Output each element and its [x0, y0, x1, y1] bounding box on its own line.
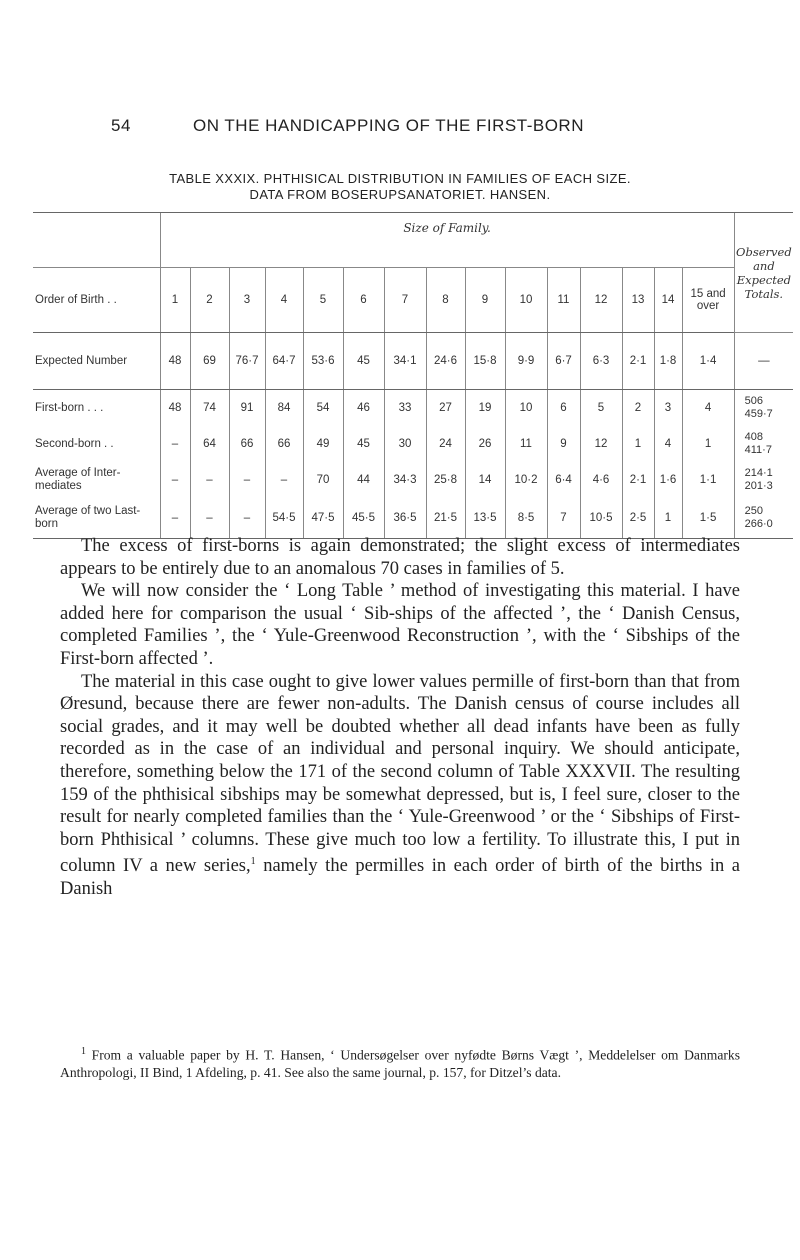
table-cell: 9 — [547, 426, 580, 462]
paragraph-text: The material in this case ought to give lower values permille of first-born than that from Øresund, because there are fewer non-adults. The Danish census of course includes all social grades, and it may well be doubted whether all dead infants have been as fully recorded as in the case of an individual and personal inquiry. We should anticipate, therefore, something below the 171 of the second column of Table XXXVII. The resulting 159 of the phthisical sibships may be somewhat depressed, but is, I feel sure, closer to the result for nearly completed families than the ‘ Yule-Greenwood ’ or the ‘ Sibships of First-born Phthisical ’ columns. These give much too low a fertility. To illustrate this, I put in column IV a new series, — [60, 671, 740, 877]
phthisical-distribution-table — [33, 212, 793, 539]
row-label: Average of two Last-born — [33, 498, 160, 539]
table-cell: 6·4 — [547, 462, 580, 498]
size-header: 2 — [190, 268, 229, 333]
size-header: 9 — [465, 268, 505, 333]
size-header: 11 — [547, 268, 580, 333]
table-cell: – — [229, 462, 265, 498]
caption-line-2: DATA FROM BOSERUPSANATORIET. HANSEN. — [249, 187, 551, 202]
table-caption — [60, 171, 740, 203]
table-cell: 47·5 — [303, 498, 343, 539]
running-title: ON THE HANDICAPPING OF THE FIRST-BORN — [193, 116, 584, 135]
table-cell: 11 — [505, 426, 547, 462]
expected-cell: 64·7 — [265, 333, 303, 390]
table-cell: 10·2 — [505, 462, 547, 498]
table-cell: 3 — [654, 390, 682, 427]
table-cell: 7 — [547, 498, 580, 539]
row-label: Second-born . . — [35, 437, 114, 450]
table-cell: 26 — [465, 426, 505, 462]
paragraph: We will now consider the ‘ Long Table ’ method of investigating this material. I have added here for comparison the usual ‘ Sib-ships of the affected ’, the ‘ Danish Census, completed Families ’, the ‘ Yule-Greenwood Reconstruction ’, with the ‘ Sibships of the First-born affected ’. — [60, 581, 740, 669]
table-cell: 70 — [303, 462, 343, 498]
size-header: 5 — [303, 268, 343, 333]
footnote-marker: 1 — [81, 1046, 86, 1057]
paragraph — [60, 671, 740, 901]
order-of-birth-label: Order of Birth . . — [33, 268, 160, 333]
expected-cell: 1·4 — [682, 333, 734, 390]
size-header: 3 — [229, 268, 265, 333]
table-cell: 48 — [160, 390, 190, 427]
table-cell: – — [265, 462, 303, 498]
blank-corner-cell — [33, 213, 160, 268]
table-cell: 14 — [465, 462, 505, 498]
table-cell: – — [160, 426, 190, 462]
table-row — [33, 426, 793, 462]
size-header: 8 — [426, 268, 465, 333]
table-cell: 30 — [384, 426, 426, 462]
row-label: Average of Inter- mediates — [35, 467, 121, 492]
observed-expected-cell — [734, 498, 793, 539]
observed-expected-cell — [734, 426, 793, 462]
expected-cell: 48 — [160, 333, 190, 390]
size-header: 14 — [654, 268, 682, 333]
table-cell: 44 — [343, 462, 384, 498]
table-cell: 1·6 — [654, 462, 682, 498]
table-cell: – — [160, 462, 190, 498]
table-cell: 33 — [384, 390, 426, 427]
footnote-text: From a valuable paper by H. T. Hansen, ‘ Undersøgelser over nyfødte Børns Vægt ’, Meddelelser om Danmarks Anthropologi, II Bind, 1 Afdeling, p. 41. See also the same journal, p. 157, for Ditzel’s data. — [60, 1047, 740, 1080]
table-cell: 4·6 — [580, 462, 622, 498]
expected-value: 411·7 — [744, 444, 772, 456]
expected-value: 459·7 — [744, 408, 773, 420]
size-header: 15 and over — [682, 268, 734, 333]
observed-expected-cell — [734, 462, 793, 498]
expected-cell: 6·7 — [547, 333, 580, 390]
observed-value: 214·1 — [744, 467, 773, 479]
table-cell: 2·1 — [622, 462, 654, 498]
table-cell: 91 — [229, 390, 265, 427]
expected-cell: 1·8 — [654, 333, 682, 390]
table-cell: 5 — [580, 390, 622, 427]
expected-cell: 69 — [190, 333, 229, 390]
table-cell: 4 — [682, 390, 734, 427]
expected-cell: 34·1 — [384, 333, 426, 390]
table-cell: 46 — [343, 390, 384, 427]
table-cell: 1 — [622, 426, 654, 462]
table-cell: 10 — [505, 390, 547, 427]
table-cell: 34·3 — [384, 462, 426, 498]
size-header: 6 — [343, 268, 384, 333]
table-cell: 1·5 — [682, 498, 734, 539]
expected-cell: 24·6 — [426, 333, 465, 390]
table-cell: 13·5 — [465, 498, 505, 539]
table-cell: 66 — [265, 426, 303, 462]
body-text — [60, 535, 740, 901]
expected-cell: 6·3 — [580, 333, 622, 390]
table-cell: 36·5 — [384, 498, 426, 539]
table-cell: 54 — [303, 390, 343, 427]
row-label: First-born . . . — [35, 401, 104, 414]
table-cell: 84 — [265, 390, 303, 427]
table-cell: – — [190, 462, 229, 498]
table-cell: 4 — [654, 426, 682, 462]
table-cell: 54·5 — [265, 498, 303, 539]
table-row — [33, 498, 793, 539]
table-cell: 1 — [654, 498, 682, 539]
observed-expected-cell — [734, 390, 793, 427]
footnote-reference: 1 — [250, 856, 256, 868]
expected-cell: 2·1 — [622, 333, 654, 390]
table-cell: 2 — [622, 390, 654, 427]
expected-number-label: Expected Number — [33, 333, 160, 390]
caption-line-1: TABLE XXXIX. PHTHISICAL DISTRIBUTION IN FAMILIES OF EACH SIZE. — [169, 171, 631, 186]
size-header: 10 — [505, 268, 547, 333]
expected-value: 266·0 — [744, 518, 773, 530]
size-header: 12 — [580, 268, 622, 333]
paragraph: The excess of first-borns is again demonstrated; the slight excess of intermediates appears to be entirely due to an anomalous 70 cases in families of 5. — [60, 536, 740, 579]
table-cell: 12 — [580, 426, 622, 462]
table-cell: 6 — [547, 390, 580, 427]
table-cell: – — [160, 498, 190, 539]
expected-cell: 76·7 — [229, 333, 265, 390]
table-cell: 64 — [190, 426, 229, 462]
paragraph-text-continued: namely the permilles in each order of birth of the births in a Danish — [60, 856, 740, 900]
table-cell: 1 — [682, 426, 734, 462]
table-cell: 66 — [229, 426, 265, 462]
expected-cell: 53·6 — [303, 333, 343, 390]
table-cell: – — [229, 498, 265, 539]
size-header: 7 — [384, 268, 426, 333]
table-cell: 10·5 — [580, 498, 622, 539]
size-header: 13 — [622, 268, 654, 333]
observed-value: 506 — [744, 395, 763, 407]
observed-value: 250 — [744, 505, 763, 517]
table-cell: 21·5 — [426, 498, 465, 539]
expected-value: 201·3 — [744, 480, 773, 492]
table-cell: 45·5 — [343, 498, 384, 539]
page-number: 54 — [111, 116, 131, 135]
table-cell: 19 — [465, 390, 505, 427]
table-cell: 24 — [426, 426, 465, 462]
table-cell: 2·5 — [622, 498, 654, 539]
observed-expected-header: Observed and Expected Totals. — [734, 213, 793, 333]
table-cell: 8·5 — [505, 498, 547, 539]
table-cell: – — [190, 498, 229, 539]
observed-value: 408 — [744, 431, 763, 443]
expected-cell: 15·8 — [465, 333, 505, 390]
table-cell: 45 — [343, 426, 384, 462]
footnote — [60, 1043, 740, 1081]
size-of-family-header: Size of Family. — [160, 213, 734, 268]
expected-cell: 9·9 — [505, 333, 547, 390]
expected-total-cell: — — [734, 333, 793, 390]
table-cell: 49 — [303, 426, 343, 462]
table-cell: 27 — [426, 390, 465, 427]
table-cell: 25·8 — [426, 462, 465, 498]
table-cell: 1·1 — [682, 462, 734, 498]
table-cell: 74 — [190, 390, 229, 427]
size-header: 4 — [265, 268, 303, 333]
size-header: 1 — [160, 268, 190, 333]
expected-cell: 45 — [343, 333, 384, 390]
table-row — [33, 390, 793, 427]
table-row — [33, 462, 793, 498]
